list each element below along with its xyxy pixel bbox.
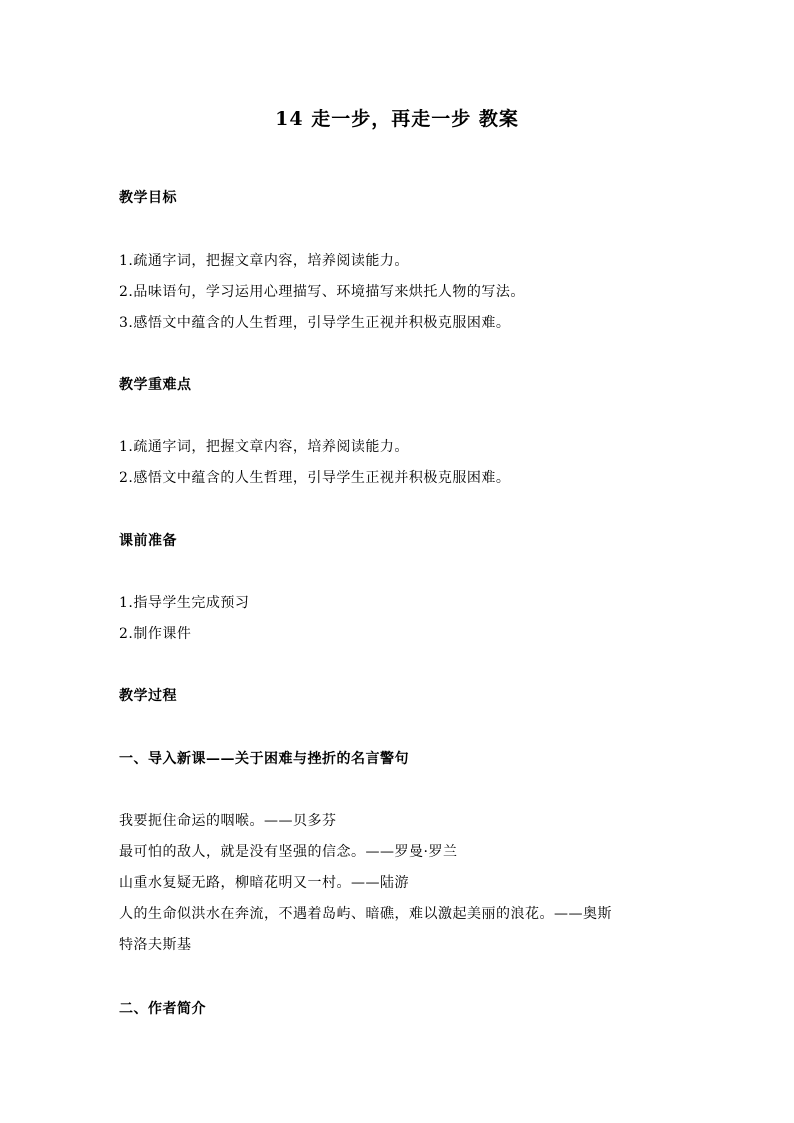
goal-item: 3.感悟文中蕴含的人生哲理，引导学生正视并积极克服困难。 bbox=[119, 315, 511, 331]
quote-line: 山重水复疑无路，柳暗花明又一村。——陆游 bbox=[119, 875, 409, 891]
section-heading-preparation: 课前准备 bbox=[119, 533, 177, 549]
quote-line: 人的生命似洪水在奔流，不遇着岛屿、暗礁，难以激起美丽的浪花。——奥斯 bbox=[119, 906, 612, 922]
quote-line: 我要扼住命运的咽喉。——贝多芬 bbox=[119, 813, 337, 829]
section-heading-process: 教学过程 bbox=[119, 688, 177, 704]
section-heading-goals: 教学目标 bbox=[119, 190, 177, 206]
key-point-item: 2.感悟文中蕴含的人生哲理，引导学生正视并积极克服困难。 bbox=[119, 470, 511, 486]
key-point-item: 1.疏通字词，把握文章内容，培养阅读能力。 bbox=[119, 439, 409, 455]
quote-line: 特洛夫斯基 bbox=[119, 937, 192, 953]
section-heading-key-points: 教学重难点 bbox=[119, 377, 192, 393]
goal-item: 2.品味语句，学习运用心理描写、环境描写来烘托人物的写法。 bbox=[119, 284, 525, 300]
goal-item: 1.疏通字词，把握文章内容，培养阅读能力。 bbox=[119, 253, 409, 269]
quote-line: 最可怕的敌人，就是没有坚强的信念。——罗曼·罗兰 bbox=[119, 844, 458, 860]
section-heading-intro: 一、导入新课——关于困难与挫折的名言警句 bbox=[119, 751, 409, 767]
document-title: 14 走一步，再走一步 教案 bbox=[275, 108, 519, 130]
preparation-item: 1.指导学生完成预习 bbox=[119, 595, 250, 611]
preparation-item: 2.制作课件 bbox=[119, 626, 192, 642]
section-heading-author: 二、作者简介 bbox=[119, 1001, 206, 1017]
